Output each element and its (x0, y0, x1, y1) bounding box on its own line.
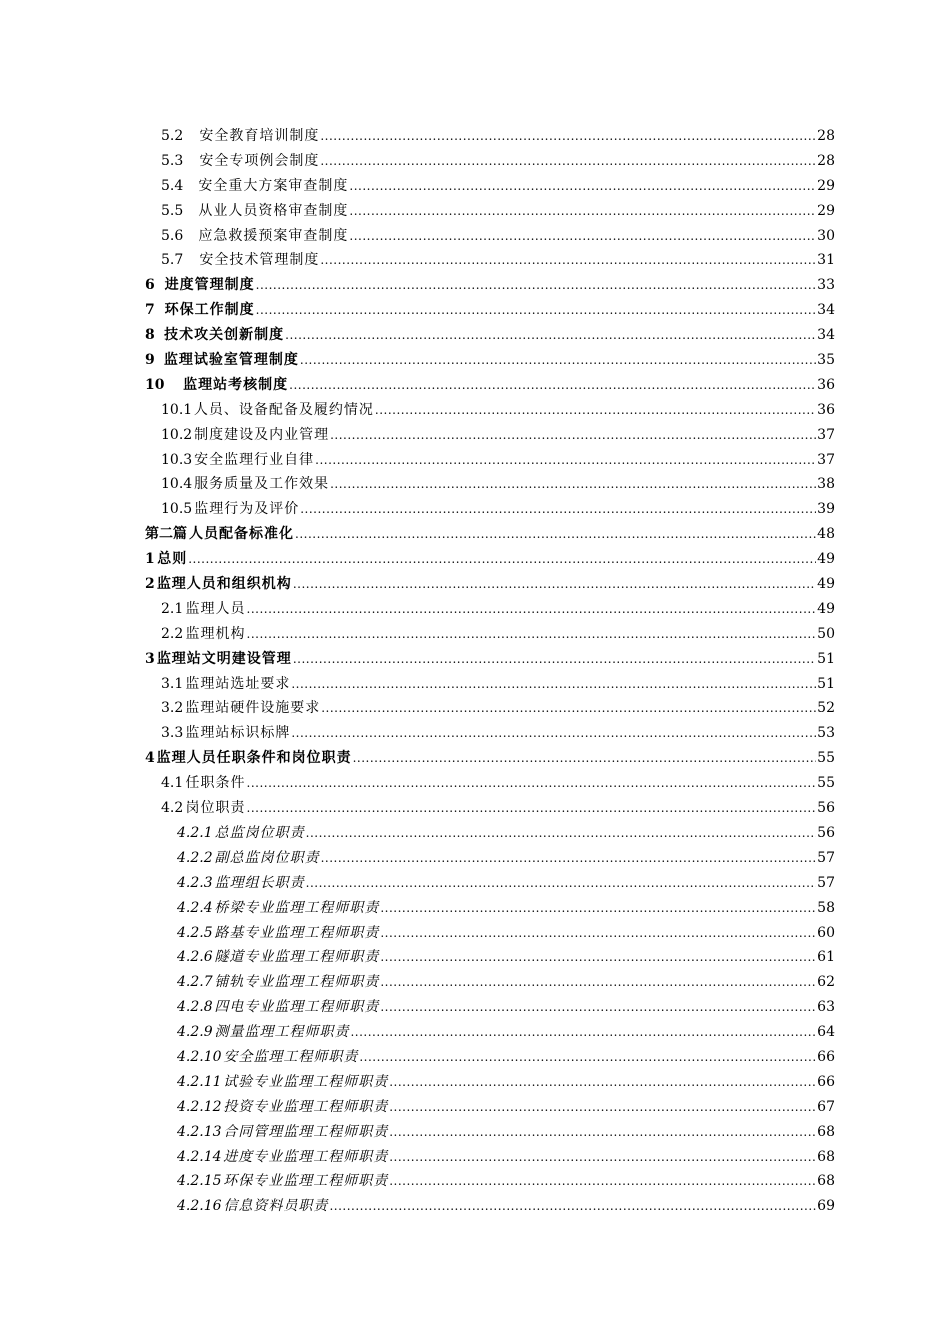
toc-entry-number: 4.2.16 (177, 1198, 222, 1215)
toc-entry-number: 10.1 (161, 401, 193, 418)
toc-entry-number: 5.2 (161, 128, 184, 144)
toc-leader-dots (350, 1020, 816, 1045)
toc-entry[interactable] (145, 522, 835, 547)
toc-entry[interactable] (145, 597, 835, 622)
toc-entry[interactable] (145, 1120, 835, 1145)
toc-entry-title: 环保专业监理工程师职责 (223, 1173, 389, 1190)
toc-entry-title: 信息资料员职责 (223, 1198, 329, 1215)
toc-entry-page-number: 57 (817, 849, 835, 866)
toc-leader-dots (349, 224, 816, 249)
toc-entry[interactable] (145, 821, 835, 846)
toc-entry[interactable] (145, 1169, 835, 1194)
toc-entry-number: 4.2 (161, 800, 184, 817)
toc-leader-dots (306, 821, 817, 846)
toc-leader-dots (247, 597, 817, 622)
toc-entry-title: 监理人员和组织机构 (156, 576, 292, 593)
toc-leader-dots (380, 896, 816, 921)
toc-entry-page-number: 35 (817, 352, 835, 369)
toc-entry-page-number: 36 (817, 376, 835, 393)
toc-entry-page-number: 68 (817, 1148, 835, 1165)
toc-entry-title: 安全监理行业自律 (194, 451, 315, 468)
toc-entry[interactable] (145, 846, 835, 871)
toc-leader-dots (353, 746, 817, 771)
toc-entry-page-number: 34 (817, 302, 835, 319)
toc-leader-dots (389, 1120, 816, 1145)
toc-leader-dots (320, 124, 816, 149)
toc-entry-number: 3.3 (161, 725, 184, 742)
toc-entry-title: 任职条件 (185, 775, 246, 792)
toc-entry[interactable] (145, 696, 835, 721)
toc-entry[interactable] (145, 348, 835, 373)
toc-entry-title: 总则 (157, 551, 188, 568)
toc-entry-page-number: 56 (817, 824, 835, 841)
toc-entry-title: 测量监理工程师职责 (214, 1024, 350, 1041)
toc-leader-dots (375, 398, 816, 423)
toc-entry-title: 监理站文明建设管理 (156, 650, 292, 667)
toc-entry-number: 5.7 (161, 252, 184, 269)
toc-leader-dots (295, 522, 816, 547)
toc-entry-title: 四电专业监理工程师职责 (214, 999, 380, 1016)
toc-leader-dots (306, 871, 817, 896)
toc-entry-page-number: 55 (817, 775, 835, 792)
toc-entry[interactable] (145, 248, 835, 273)
toc-leader-dots (349, 199, 816, 224)
toc-entry[interactable] (145, 298, 835, 323)
toc-entry-number: 5.4 (161, 177, 184, 194)
toc-entry-number: 3.1 (161, 675, 184, 692)
toc-entry-number: 6 (145, 277, 155, 294)
toc-entry-title: 进度专业监理工程师职责 (223, 1148, 389, 1165)
toc-entry-number: 4.2.3 (177, 874, 213, 891)
toc-entry-number: 10.2 (161, 426, 193, 443)
toc-leader-dots (329, 1194, 816, 1219)
toc-leader-dots (300, 497, 816, 522)
toc-leader-dots (256, 273, 817, 298)
toc-entry-number: 7 (145, 302, 155, 319)
toc-leader-dots (293, 647, 816, 672)
toc-entry[interactable] (145, 124, 835, 149)
toc-entry-title: 合同管理监理工程师职责 (223, 1123, 389, 1140)
toc-entry-number: 4.1 (161, 775, 184, 792)
toc-entry-number: 4.2.8 (177, 999, 213, 1016)
toc-entry-title: 隧道专业监理工程师职责 (214, 949, 380, 966)
toc-leader-dots (315, 448, 816, 473)
toc-entry-page-number: 51 (817, 650, 835, 667)
toc-leader-dots (389, 1145, 816, 1170)
toc-entry[interactable] (145, 174, 835, 199)
toc-entry[interactable] (145, 323, 835, 348)
toc-leader-dots (188, 547, 816, 572)
toc-entry[interactable] (145, 1145, 835, 1170)
toc-entry-number: 1 (145, 551, 155, 568)
toc-entry-page-number: 29 (817, 202, 835, 219)
toc-leader-dots (349, 174, 816, 199)
toc-leader-dots (330, 472, 816, 497)
table-of-contents (145, 124, 835, 1219)
toc-entry-number: 4.2.1 (177, 824, 213, 841)
toc-entry-number: 8 (145, 327, 155, 344)
toc-entry-number: 3.2 (161, 700, 184, 717)
toc-entry[interactable] (145, 647, 835, 672)
toc-entry-number: 4.2.14 (177, 1148, 222, 1165)
toc-entry[interactable] (145, 1020, 835, 1045)
toc-entry-page-number: 57 (817, 874, 835, 891)
toc-leader-dots (389, 1070, 816, 1095)
toc-leader-dots (289, 373, 816, 398)
toc-entry-title: 副总监岗位职责 (214, 849, 320, 866)
toc-leader-dots (321, 846, 817, 871)
toc-entry[interactable] (145, 572, 835, 597)
toc-entry-title: 监理机构 (185, 625, 246, 642)
toc-entry-title: 制度建设及内业管理 (194, 426, 330, 443)
toc-entry-page-number: 39 (817, 501, 835, 518)
toc-entry-page-number: 66 (817, 1048, 835, 1065)
toc-leader-dots (380, 995, 816, 1020)
toc-entry-page-number: 49 (817, 551, 835, 568)
toc-entry-page-number: 30 (817, 227, 835, 244)
toc-entry-page-number: 49 (817, 600, 835, 617)
toc-entry-page-number: 50 (817, 625, 835, 642)
toc-entry-page-number: 51 (817, 675, 835, 692)
toc-entry-page-number: 63 (817, 999, 835, 1016)
toc-entry-number: 4.2.10 (177, 1048, 222, 1065)
toc-entry[interactable] (145, 995, 835, 1020)
toc-entry-page-number: 49 (817, 576, 835, 593)
toc-entry-title: 进度管理制度 (164, 277, 255, 294)
toc-entry[interactable] (145, 472, 835, 497)
toc-entry-number: 4.2.9 (177, 1024, 213, 1041)
toc-entry[interactable] (145, 622, 835, 647)
toc-entry-title: 人员配备标准化 (189, 526, 295, 543)
toc-entry-title: 试验专业监理工程师职责 (223, 1073, 389, 1090)
toc-entry-page-number: 66 (817, 1073, 835, 1090)
toc-entry[interactable] (145, 945, 835, 970)
toc-entry[interactable] (145, 871, 835, 896)
toc-entry[interactable] (145, 149, 835, 174)
toc-leader-dots (247, 796, 817, 821)
toc-entry-number: 4.2.6 (177, 949, 213, 966)
toc-entry-number: 10.4 (161, 476, 193, 493)
toc-entry-title: 总监岗位职责 (214, 824, 305, 841)
toc-entry-title: 从业人员资格审查制度 (198, 202, 349, 219)
toc-entry-page-number: 61 (817, 949, 835, 966)
toc-leader-dots (291, 672, 816, 697)
toc-entry-title: 安全监理工程师职责 (223, 1048, 359, 1065)
toc-entry[interactable] (145, 970, 835, 995)
toc-leader-dots (359, 1045, 816, 1070)
toc-entry-number: 4.2.7 (177, 974, 213, 991)
toc-leader-dots (321, 696, 816, 721)
toc-entry-title: 人员、设备配备及履约情况 (193, 401, 374, 418)
toc-leader-dots (380, 921, 816, 946)
toc-leader-dots (389, 1095, 816, 1120)
toc-entry-title: 监理行为及评价 (194, 501, 300, 518)
toc-entry-number: 4.2.12 (177, 1098, 222, 1115)
toc-leader-dots (389, 1169, 816, 1194)
toc-leader-dots (247, 622, 817, 647)
toc-entry-title: 监理站标识标牌 (185, 725, 291, 742)
toc-entry-number: 4 (145, 750, 155, 767)
toc-entry-number: 2 (145, 576, 155, 593)
toc-entry-page-number: 60 (817, 924, 835, 941)
toc-entry-number: 4.2.15 (177, 1173, 222, 1190)
toc-entry[interactable] (145, 199, 835, 224)
toc-entry-number: 4.2.2 (177, 849, 213, 866)
toc-entry-number: 4.2.13 (177, 1123, 222, 1140)
toc-entry-page-number: 33 (817, 277, 835, 294)
toc-entry[interactable] (145, 224, 835, 249)
toc-entry-number: 10.5 (161, 501, 193, 518)
toc-entry-title: 监理站选址要求 (185, 675, 291, 692)
toc-entry-title: 路基专业监理工程师职责 (214, 924, 380, 941)
toc-entry-title: 安全专项例会制度 (199, 152, 320, 169)
toc-entry[interactable] (145, 448, 835, 473)
toc-entry-title: 安全教育培训制度 (199, 128, 320, 144)
toc-entry-number: 第二篇 (145, 526, 187, 543)
toc-entry-page-number: 52 (817, 700, 835, 717)
toc-leader-dots (320, 149, 816, 174)
toc-entry-page-number: 68 (817, 1173, 835, 1190)
toc-entry-number: 4.2.4 (177, 899, 213, 916)
toc-leader-dots (380, 970, 816, 995)
toc-leader-dots (320, 248, 816, 273)
toc-entry-number: 5.5 (161, 202, 184, 219)
toc-leader-dots (330, 423, 816, 448)
toc-entry[interactable] (145, 547, 835, 572)
toc-leader-dots (380, 945, 816, 970)
toc-leader-dots (293, 572, 816, 597)
toc-entry-page-number: 37 (817, 451, 835, 468)
toc-entry-title: 监理站硬件设施要求 (185, 700, 321, 717)
toc-entry-page-number: 56 (817, 800, 835, 817)
toc-entry-page-number: 62 (817, 974, 835, 991)
toc-entry[interactable] (145, 672, 835, 697)
toc-entry-number: 9 (145, 352, 155, 369)
toc-leader-dots (247, 771, 817, 796)
toc-entry-number: 2.1 (161, 600, 184, 617)
toc-entry-title: 投资专业监理工程师职责 (223, 1098, 389, 1115)
toc-entry-page-number: 69 (817, 1198, 835, 1215)
toc-entry-number: 3 (145, 650, 155, 667)
toc-entry-title: 安全重大方案审查制度 (198, 177, 349, 194)
toc-entry-page-number: 68 (817, 1123, 835, 1140)
toc-entry[interactable] (145, 771, 835, 796)
toc-entry[interactable] (145, 1070, 835, 1095)
toc-entry-title: 应急救援预案审查制度 (198, 227, 349, 244)
toc-entry[interactable] (145, 1194, 835, 1219)
toc-leader-dots (300, 348, 816, 373)
toc-entry-title: 技术攻关创新制度 (164, 327, 285, 344)
toc-entry[interactable] (145, 746, 835, 771)
toc-entry-number: 10 (145, 376, 165, 393)
toc-entry[interactable] (145, 921, 835, 946)
toc-entry-page-number: 36 (817, 401, 835, 418)
toc-entry[interactable] (145, 398, 835, 423)
toc-entry[interactable] (145, 896, 835, 921)
toc-entry[interactable] (145, 1045, 835, 1070)
toc-entry-page-number: 28 (817, 152, 835, 169)
toc-entry-title: 安全技术管理制度 (199, 252, 320, 269)
toc-entry-title: 岗位职责 (185, 800, 246, 817)
toc-entry[interactable] (145, 273, 835, 298)
toc-entry-page-number: 38 (817, 476, 835, 493)
toc-entry-page-number: 48 (817, 526, 835, 543)
toc-entry-page-number: 34 (817, 327, 835, 344)
toc-entry[interactable] (145, 1095, 835, 1120)
toc-entry-page-number: 67 (817, 1098, 835, 1115)
toc-entry-title: 监理组长职责 (214, 874, 305, 891)
toc-entry-title: 监理试验室管理制度 (163, 352, 299, 369)
toc-entry-title: 监理人员任职条件和岗位职责 (156, 750, 352, 767)
toc-entry-title: 环保工作制度 (164, 302, 255, 319)
toc-entry[interactable] (145, 373, 835, 398)
toc-leader-dots (285, 323, 816, 348)
toc-entry-number: 4.2.5 (177, 924, 213, 941)
toc-entry-page-number: 58 (817, 899, 835, 916)
toc-entry-number: 5.6 (161, 227, 184, 244)
toc-entry-page-number: 64 (817, 1024, 835, 1041)
toc-entry-number: 5.3 (161, 152, 184, 169)
toc-entry-title: 铺轨专业监理工程师职责 (214, 974, 380, 991)
toc-entry-title: 监理站考核制度 (183, 376, 289, 393)
toc-entry[interactable] (145, 721, 835, 746)
toc-entry-title: 桥梁专业监理工程师职责 (214, 899, 380, 916)
toc-entry-number: 10.3 (161, 451, 193, 468)
toc-entry[interactable] (145, 796, 835, 821)
toc-leader-dots (291, 721, 816, 746)
toc-entry[interactable] (145, 423, 835, 448)
toc-entry-title: 监理人员 (185, 600, 246, 617)
toc-entry-title: 服务质量及工作效果 (194, 476, 330, 493)
toc-leader-dots (256, 298, 817, 323)
toc-entry-page-number: 31 (817, 252, 835, 269)
toc-entry-number: 2.2 (161, 625, 184, 642)
toc-entry-page-number: 53 (817, 725, 835, 742)
toc-entry-page-number: 55 (817, 750, 835, 767)
toc-entry[interactable] (145, 497, 835, 522)
toc-entry-page-number: 37 (817, 426, 835, 443)
toc-entry-page-number: 28 (817, 128, 835, 144)
toc-entry-number: 4.2.11 (177, 1073, 222, 1090)
toc-entry-page-number: 29 (817, 177, 835, 194)
